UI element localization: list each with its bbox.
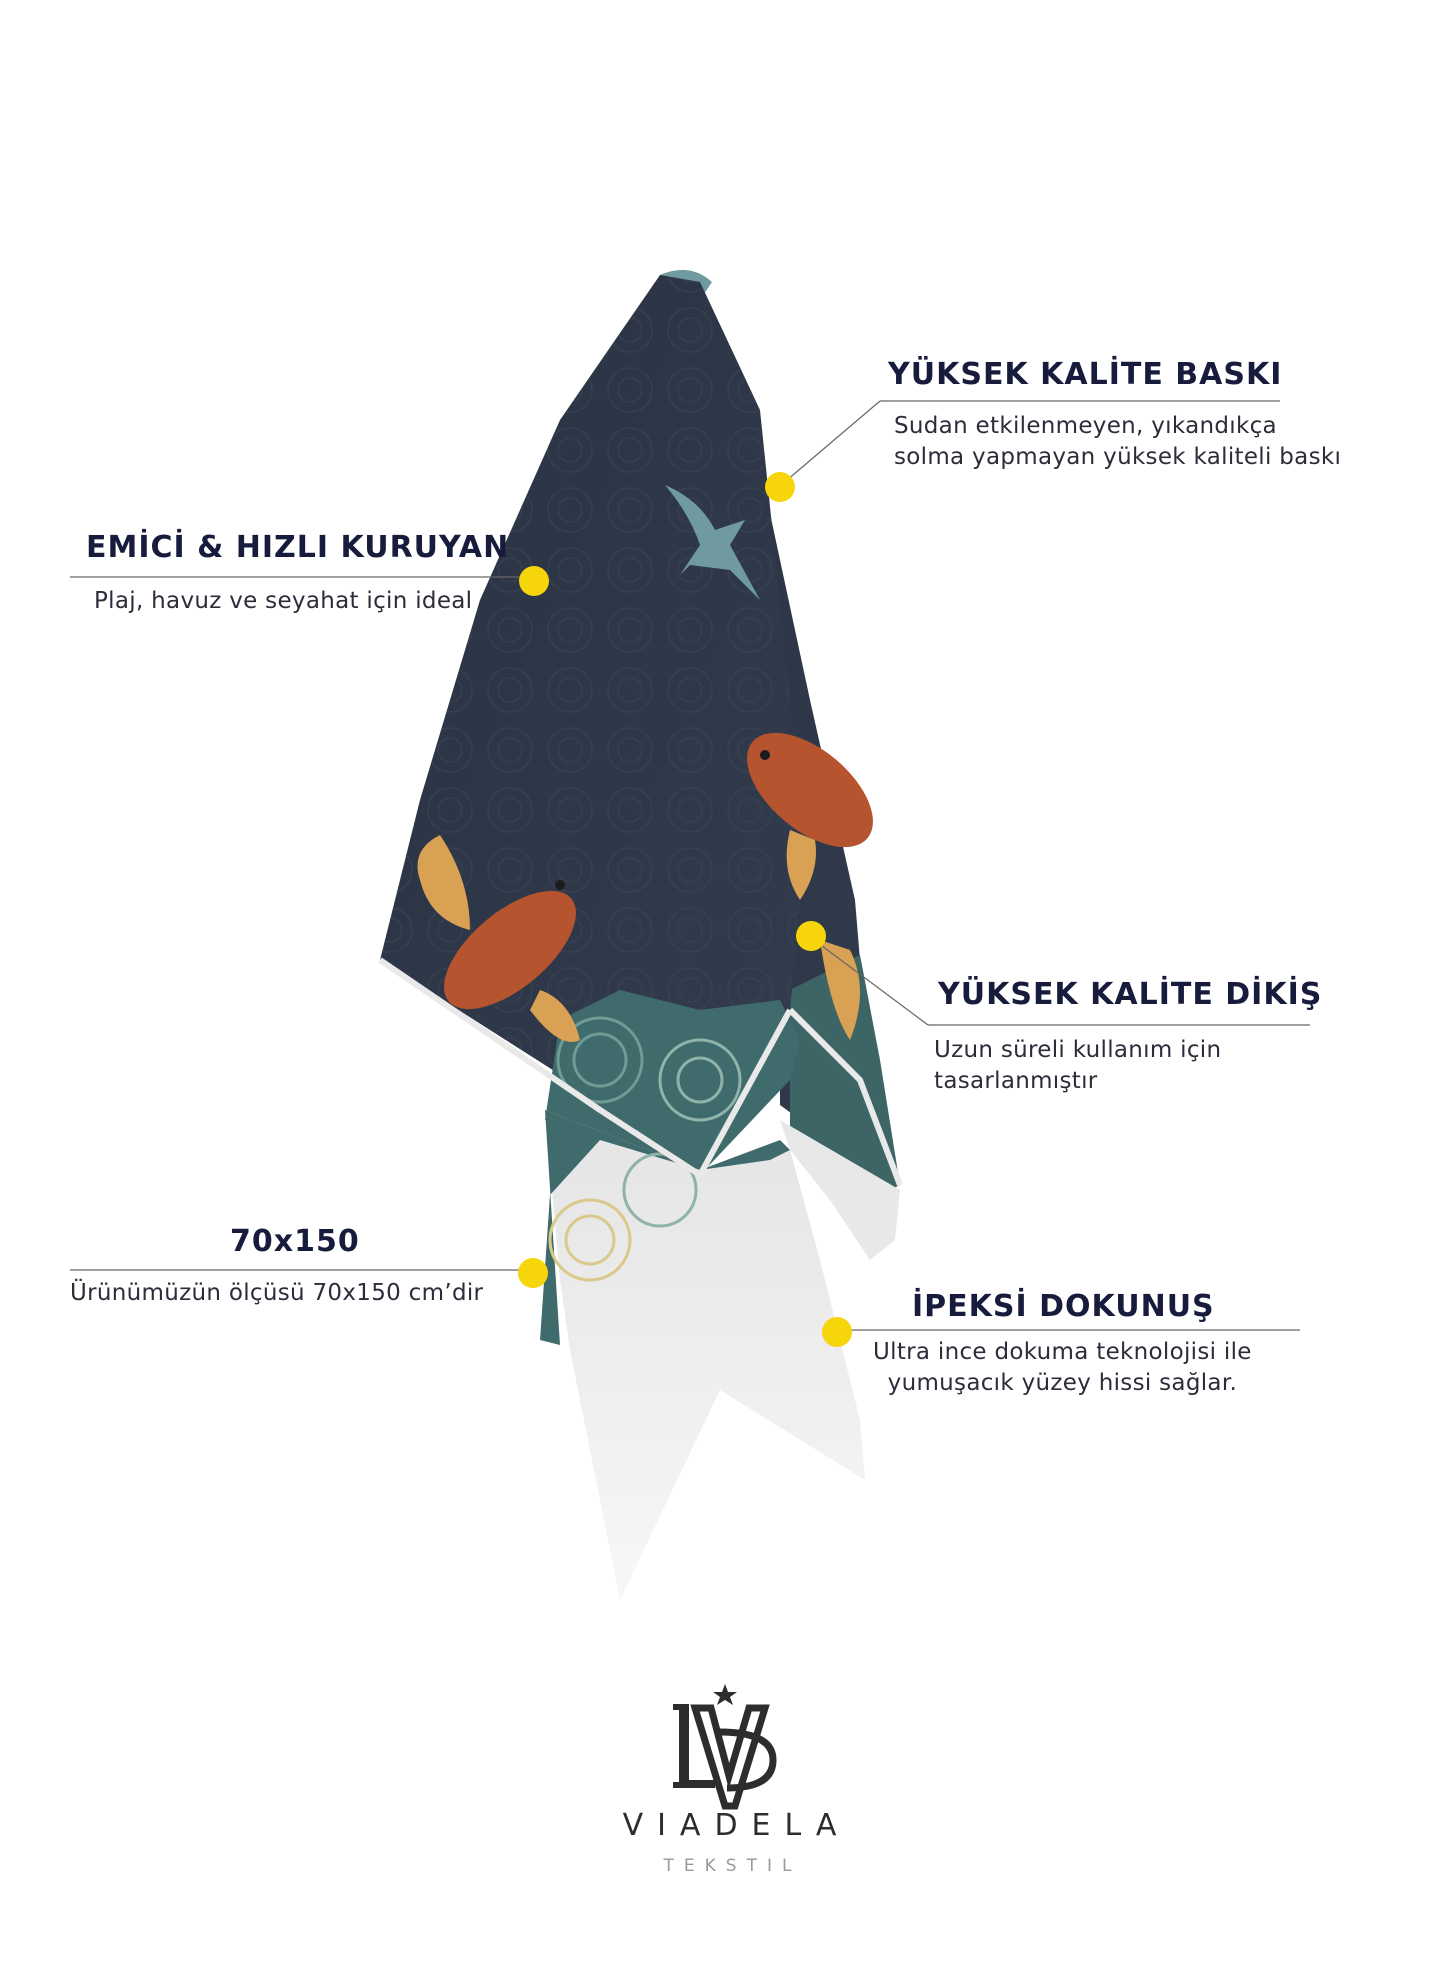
feature-print-title: YÜKSEK KALİTE BASKI bbox=[888, 357, 1283, 392]
feature-print-description-line2: solma yapmayan yüksek kaliteli baskı bbox=[894, 444, 1342, 470]
feature-size-description: Ürünümüzün ölçüsü 70x150 cm’dir bbox=[70, 1280, 484, 1306]
feature-marker-absorbent bbox=[519, 566, 549, 596]
feature-stitching bbox=[934, 977, 1323, 1094]
feature-stitching-description-line1: Uzun süreli kullanım için bbox=[934, 1037, 1222, 1063]
feature-silky-description-line2: yumuşacık yüzey hissi sağlar. bbox=[887, 1370, 1238, 1396]
feature-size bbox=[70, 1224, 484, 1306]
feature-stitching-description bbox=[934, 1035, 1221, 1097]
feature-stitching-title: YÜKSEK KALİTE DİKİŞ bbox=[938, 977, 1323, 1012]
brand-name: VIADELA bbox=[622, 1808, 851, 1843]
feature-print-description-line1: Sudan etkilenmeyen, yıkandıkça bbox=[894, 413, 1277, 439]
viadela-vd-monogram-logo bbox=[655, 1680, 795, 1810]
feature-absorbent-title: EMİCİ & HIZLI KURUYAN bbox=[86, 530, 510, 565]
feature-silky-title: İPEKSİ DOKUNUŞ bbox=[912, 1289, 1215, 1324]
feature-silky-description-line1: Ultra ince dokuma teknolojisi ile bbox=[873, 1339, 1252, 1365]
feature-size-title: 70x150 bbox=[230, 1224, 360, 1259]
feature-marker-print bbox=[765, 472, 795, 502]
feature-marker-stitching bbox=[796, 921, 826, 951]
feature-print bbox=[888, 357, 1342, 470]
feature-marker-size bbox=[518, 1258, 548, 1288]
feature-print-description bbox=[894, 411, 1341, 473]
feature-stitching-description-line2: tasarlanmıştır bbox=[934, 1068, 1098, 1094]
feature-silky-description bbox=[873, 1337, 1252, 1399]
feature-absorbent-description: Plaj, havuz ve seyahat için ideal bbox=[94, 588, 473, 614]
feature-marker-silky bbox=[822, 1317, 852, 1347]
brand-subtitle: TEKSTIL bbox=[663, 1856, 802, 1876]
feature-absorbent bbox=[86, 530, 510, 614]
feature-silky bbox=[873, 1289, 1252, 1396]
